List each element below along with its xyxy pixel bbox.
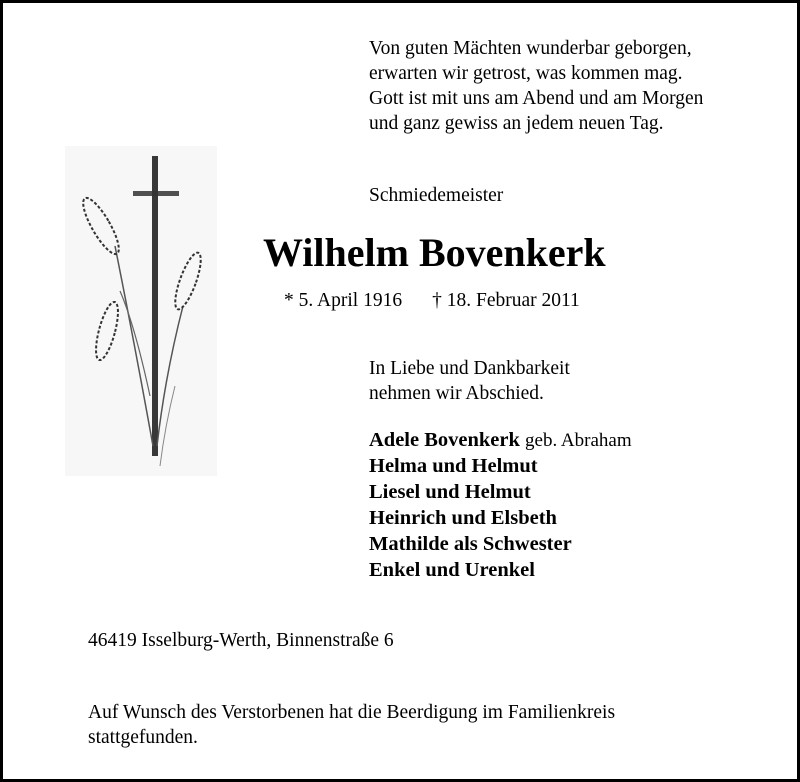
mourner-name: Adele Bovenkerk xyxy=(369,429,520,451)
mourner: Mathilde als Schwester xyxy=(369,533,572,555)
birth-date: * 5. April 1916 xyxy=(284,290,403,311)
poem xyxy=(369,36,703,136)
note-line: stattgefunden. xyxy=(88,727,198,748)
occupation: Schmiedemeister xyxy=(369,185,504,206)
mourner xyxy=(369,427,632,453)
life-dates xyxy=(284,288,580,313)
mourners-list xyxy=(369,427,632,583)
maiden-name: geb. Abraham xyxy=(525,430,632,451)
mourner: Enkel und Urenkel xyxy=(369,559,535,581)
funeral-note xyxy=(88,700,615,750)
farewell-text xyxy=(369,356,570,406)
poem-line: Gott ist mit uns am Abend und am Morgen xyxy=(369,88,704,109)
poem-line: und ganz gewiss an jedem neuen Tag. xyxy=(369,113,664,134)
cross-icon xyxy=(65,146,217,476)
note-line: Auf Wunsch des Verstorbenen hat die Beerdigung im Familienkreis xyxy=(88,702,616,723)
deceased-name: Wilhelm Bovenkerk xyxy=(263,230,606,275)
cross-wheat-illustration xyxy=(65,146,217,476)
address: 46419 Isselburg-Werth, Binnenstraße 6 xyxy=(88,630,394,651)
poem-line: erwarten wir getrost, was kommen mag. xyxy=(369,63,683,84)
mourner: Liesel und Helmut xyxy=(369,481,531,503)
mourner: Heinrich und Elsbeth xyxy=(369,507,557,529)
death-date: † 18. Februar 2011 xyxy=(432,290,580,311)
poem-line: Von guten Mächten wunderbar geborgen, xyxy=(369,38,692,59)
mourner: Helma und Helmut xyxy=(369,455,538,477)
farewell-line: nehmen wir Abschied. xyxy=(369,383,544,404)
farewell-line: In Liebe und Dankbarkeit xyxy=(369,358,570,379)
